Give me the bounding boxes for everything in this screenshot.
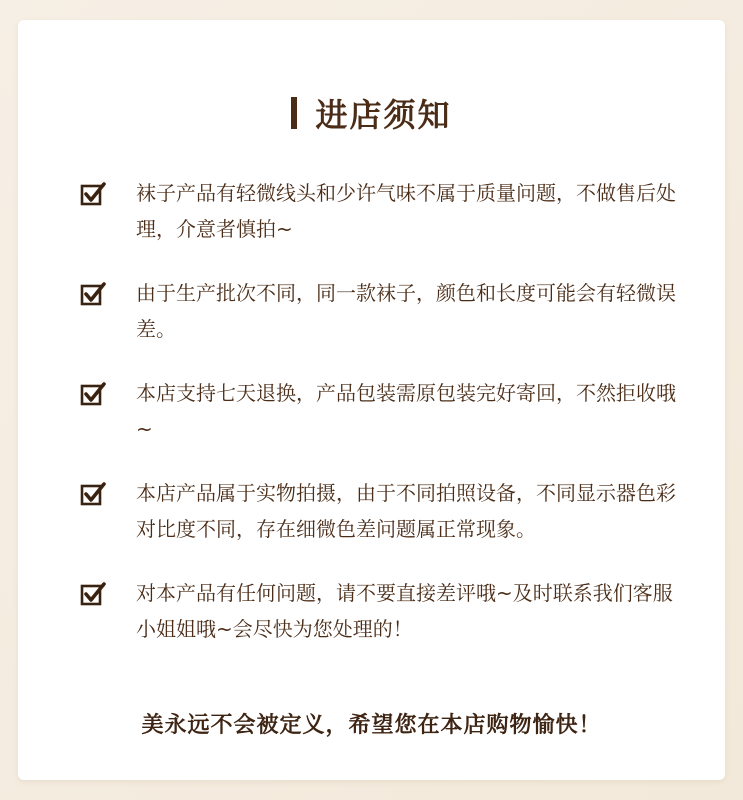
checkbox-checked-icon xyxy=(80,481,106,507)
notice-card xyxy=(18,20,725,780)
checkbox-checked-icon xyxy=(80,181,106,207)
notice-item xyxy=(80,175,680,247)
notice-list xyxy=(80,175,680,675)
notice-item xyxy=(80,575,680,647)
notice-text: 由于生产批次不同，同一款袜子，颜色和长度可能会有轻微误差。 xyxy=(136,281,676,341)
page-title: 进店须知 xyxy=(315,96,452,134)
checkbox-checked-icon xyxy=(80,581,106,607)
title-accent-bar xyxy=(291,97,297,129)
notice-text: 袜子产品有轻微线头和少许气味不属于质量问题，不做售后处理，介意者慎拍~ xyxy=(136,181,676,241)
notice-item xyxy=(80,275,680,347)
checkbox-checked-icon xyxy=(80,381,106,407)
notice-text: 本店产品属于实物拍摄，由于不同拍照设备，不同显示器色彩对比度不同，存在细微色差问题属正常现象。 xyxy=(136,481,676,541)
closing-message: 美永远不会被定义，希望您在本店购物愉快！ xyxy=(141,713,602,738)
notice-text: 对本产品有任何问题，请不要直接差评哦~及时联系我们客服小姐姐哦~会尽快为您处理的！ xyxy=(136,581,673,641)
notice-text: 本店支持七天退换，产品包装需原包装完好寄回，不然拒收哦~ xyxy=(136,381,676,441)
title-row xyxy=(18,90,725,136)
notice-item xyxy=(80,475,680,547)
notice-item xyxy=(80,375,680,447)
checkbox-checked-icon xyxy=(80,281,106,307)
